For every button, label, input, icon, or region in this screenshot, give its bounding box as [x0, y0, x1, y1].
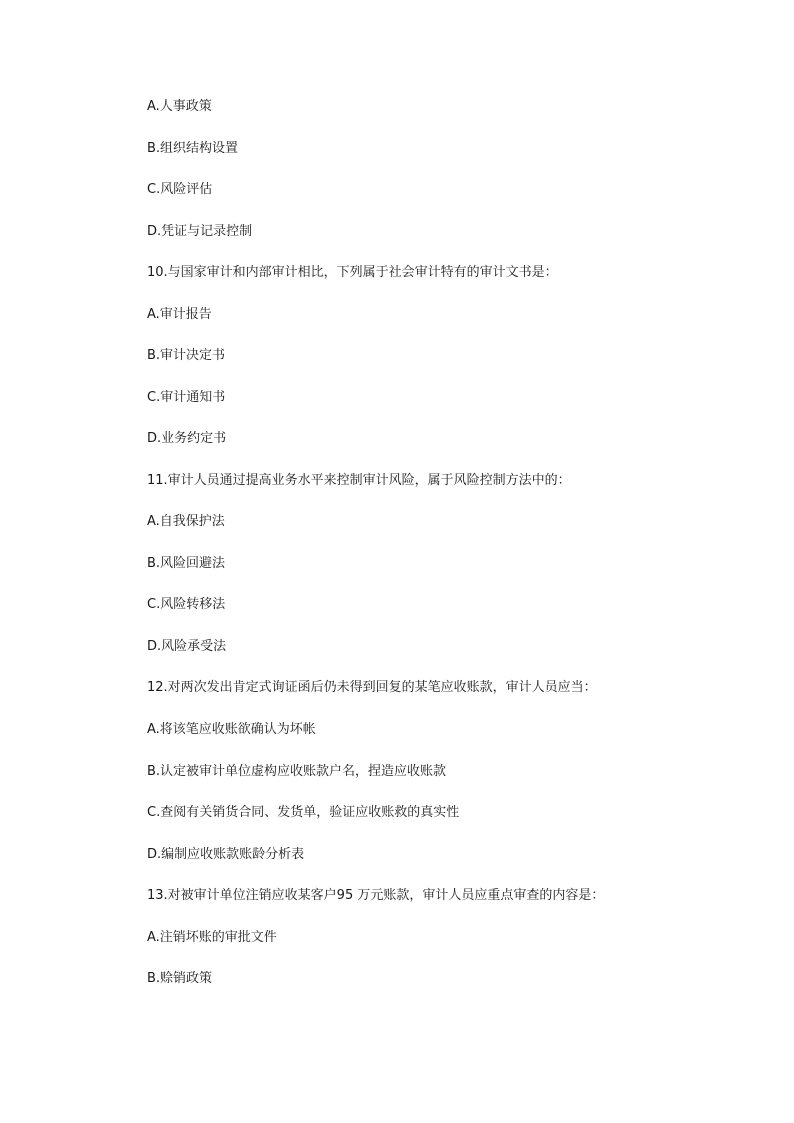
option-line: B.赊销政策 — [147, 971, 213, 986]
option-line: D.业务约定书 — [147, 431, 227, 446]
option-line: A.将该笔应收账欲确认为坏帐 — [147, 722, 316, 737]
question-line: 12.对两次发出肯定式询证函后仍未得到回复的某笔应收账款，审计人员应当： — [147, 680, 597, 695]
option-line: C.风险转移法 — [147, 597, 226, 612]
option-line: C.风险评估 — [147, 182, 213, 197]
option-line: A.注销坏账的审批文件 — [147, 930, 277, 945]
question-line: 10.与国家审计和内部审计相比，下列属于社会审计特有的审计文书是： — [147, 265, 558, 280]
option-line: C.审计通知书 — [147, 390, 226, 405]
question-line: 11.审计人员通过提高业务水平来控制审计风险，属于风险控制方法中的： — [147, 473, 571, 488]
option-line: A.自我保护法 — [147, 514, 225, 529]
option-line: B.审计决定书 — [147, 348, 226, 363]
option-line: A.人事政策 — [147, 99, 212, 114]
option-line: D.编制应收账款账龄分析表 — [147, 847, 305, 862]
option-line: B.组织结构设置 — [147, 141, 239, 156]
option-line: B.认定被审计单位虚构应收账款户名，捏造应收账款 — [147, 764, 447, 779]
question-line: 13.对被审计单位注销应收某客户95 万元账款，审计人员应重点审查的内容是： — [147, 888, 605, 903]
option-line: B.风险回避法 — [147, 556, 226, 571]
option-line: D.风险承受法 — [147, 639, 227, 654]
option-line: A.审计报告 — [147, 307, 212, 322]
option-line: D.凭证与记录控制 — [147, 224, 253, 239]
option-line: C.查阅有关销货合同、发货单，验证应收账救的真实性 — [147, 805, 460, 820]
